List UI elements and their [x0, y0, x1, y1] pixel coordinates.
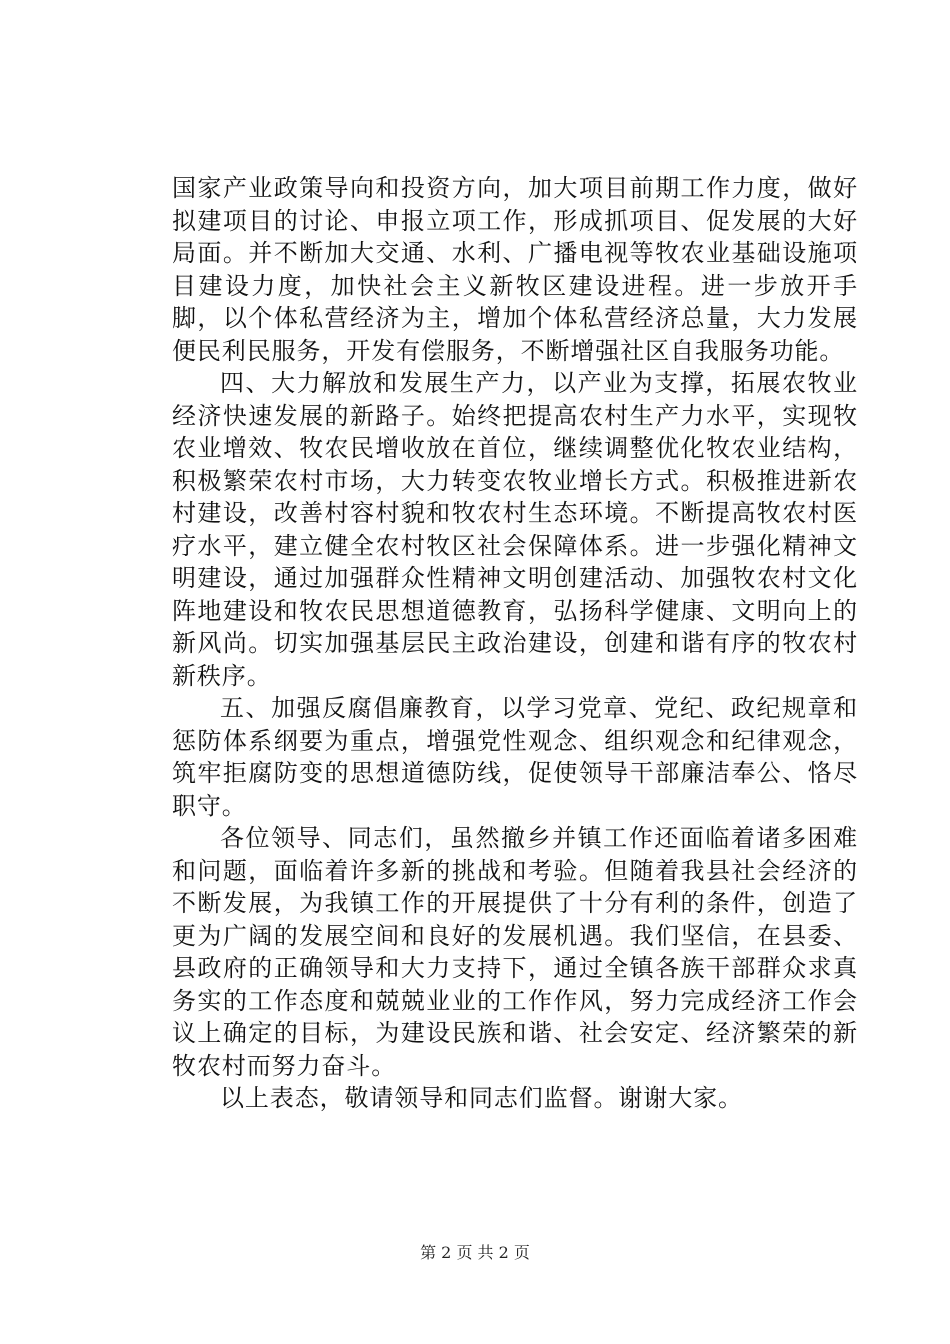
- paragraph-3: 五、加强反腐倡廉教育，以学习党章、党纪、政纪规章和惩防体系纲要为重点，增强党性观念、组织观念和纪律观念，筑牢拒腐防变的思想道德防线，促使领导干部廉洁奉公、恪尽职守。: [172, 694, 858, 820]
- page-number-label: 第 2 页 共 2 页: [420, 1243, 530, 1262]
- paragraph-5: 以上表态，敬请领导和同志们监督。谢谢大家。: [220, 1084, 743, 1112]
- paragraph-1: 国家产业政策导向和投资方向，加大项目前期工作力度，做好拟建项目的讨论、申报立项工作，形成抓项目、促发展的大好局面。并不断加大交通、水利、广播电视等牧农业基础设施项目建设力度，加快社会主义新牧区建设进程。进一步放开手脚，以个体私营经济为主，增加个体私营经济总量，大力发展便民利民服务，开发有偿服务，不断增强社区自我服务功能。: [172, 174, 858, 365]
- page-footer: [0, 1243, 950, 1263]
- document-body: [172, 172, 858, 1115]
- paragraph-4: 各位领导、同志们，虽然撤乡并镇工作还面临着诸多困难和问题，面临着许多新的挑战和考验。但随着我县社会经济的不断发展，为我镇工作的开展提供了十分有利的条件，创造了更为广阔的发展空间和良好的发展机遇。我们坚信，在县委、县政府的正确领导和大力支持下，通过全镇各族干部群众求真务实的工作态度和兢兢业业的工作作风，努力完成经济工作会议上确定的目标，为建设民族和谐、社会安定、经济繁荣的新牧农村而努力奋斗。: [172, 824, 858, 1080]
- paragraph-2: 四、大力解放和发展生产力，以产业为支撑，拓展农牧业经济快速发展的新路子。始终把提高农村生产力水平，实现牧农业增效、牧农民增收放在首位，继续调整优化牧农业结构，积极繁荣农村市场，大力转变农牧业增长方式。积极推进新农村建设，改善村容村貌和牧农村生态环境。不断提高牧农村医疗水平，建立健全农村牧区社会保障体系。进一步强化精神文明建设，通过加强群众性精神文明创建活动、加强牧农村文化阵地建设和牧农民思想道德教育，弘扬科学健康、文明向上的新风尚。切实加强基层民主政治建设，创建和谐有序的牧农村新秩序。: [172, 369, 858, 690]
